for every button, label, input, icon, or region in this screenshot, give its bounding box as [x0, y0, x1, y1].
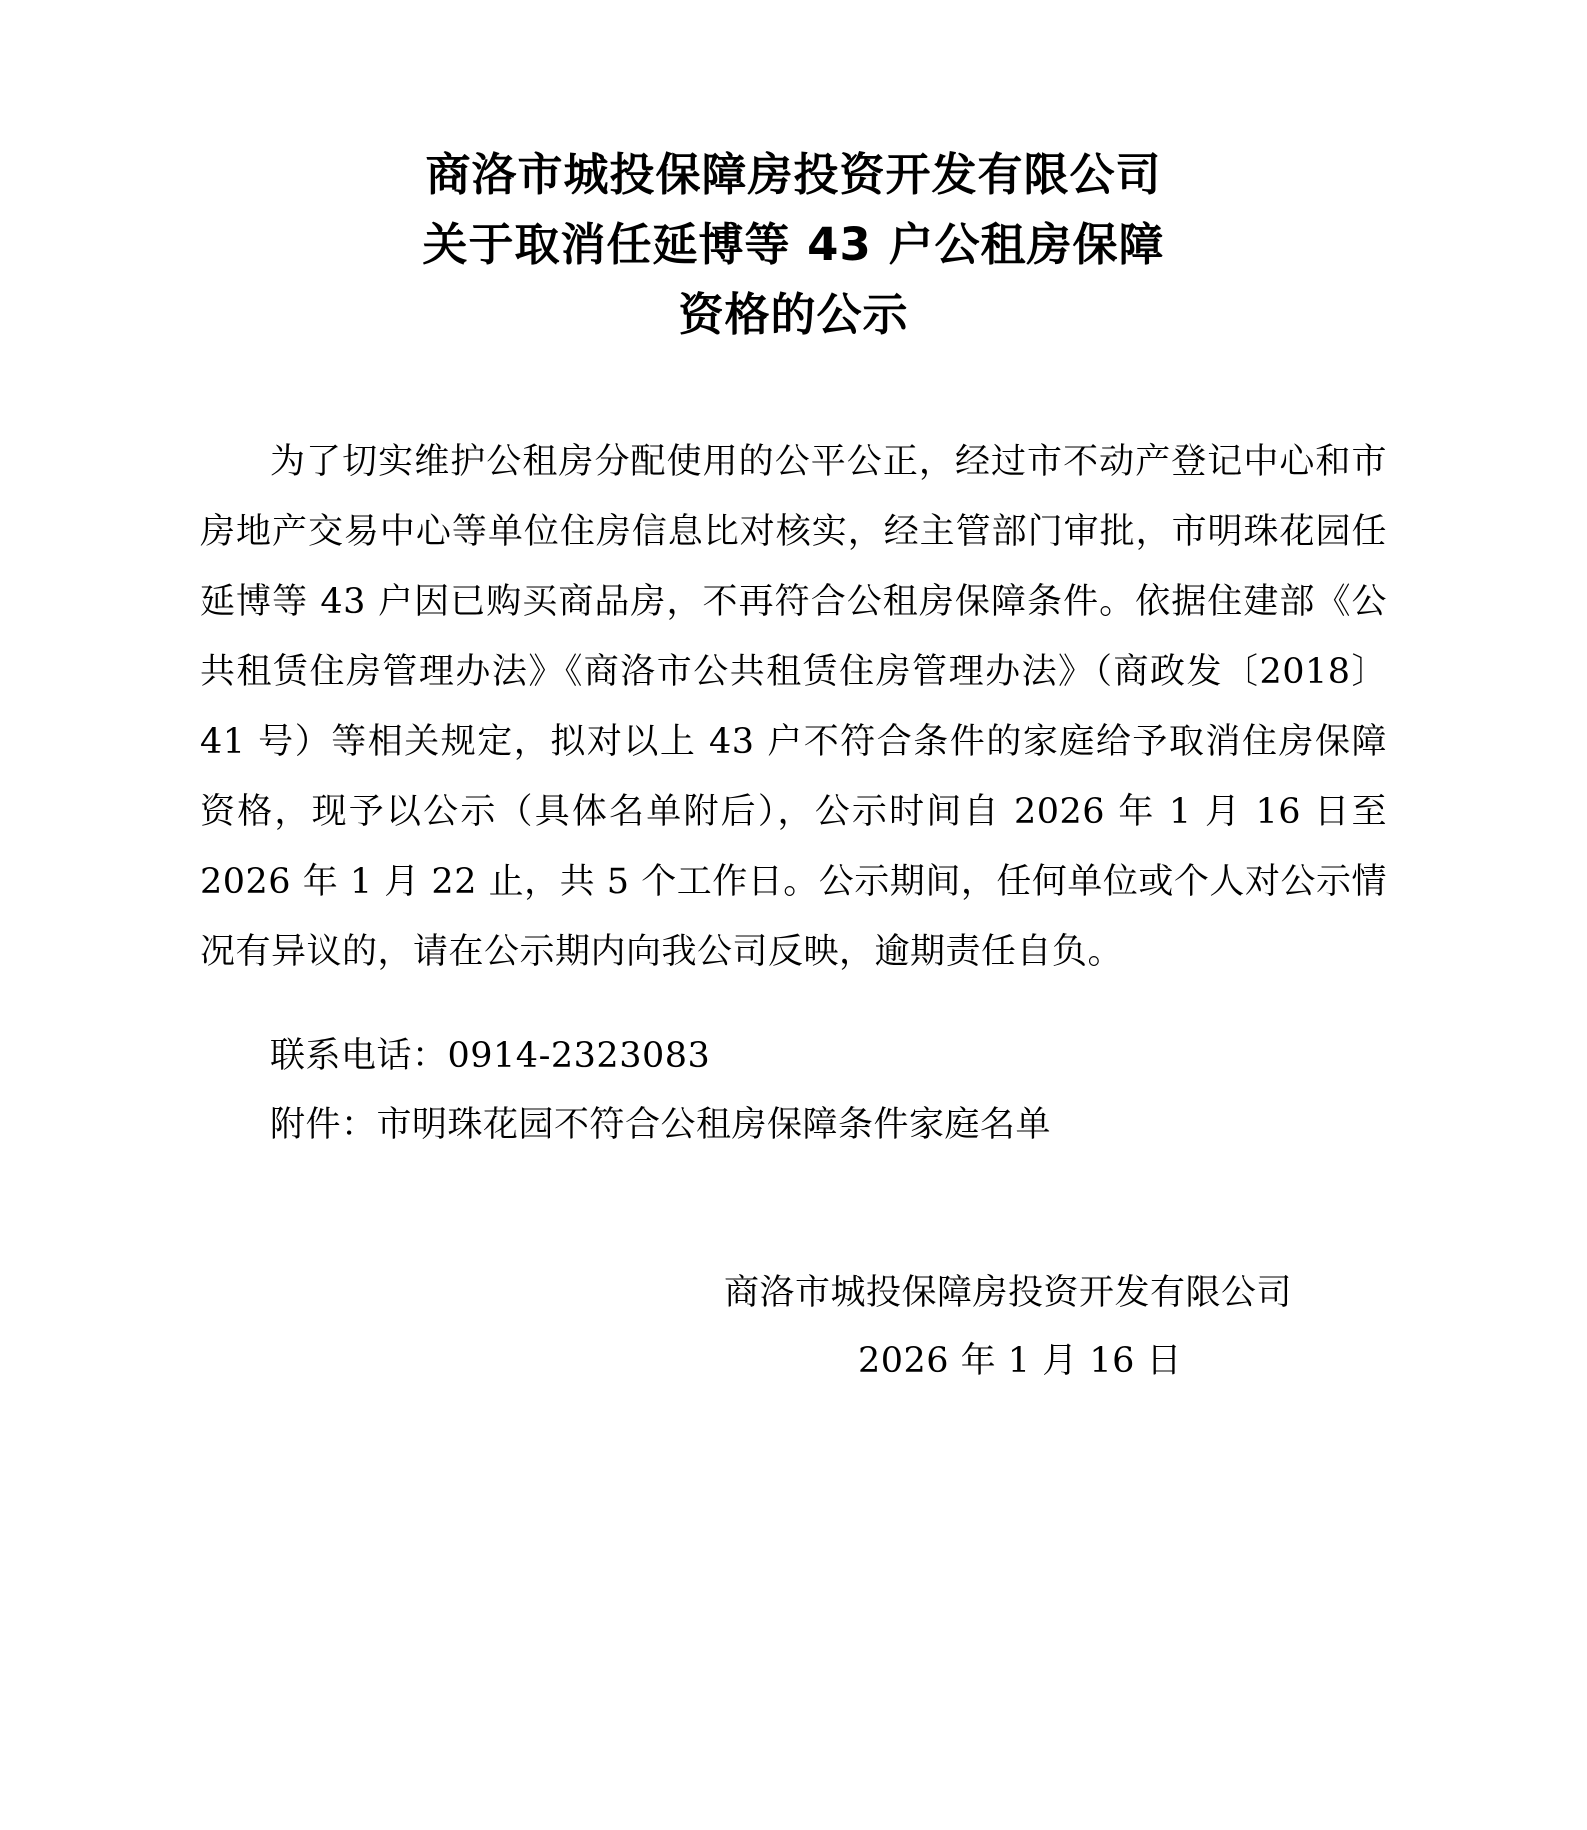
attachment-line: 附件：市明珠花园不符合公租房保障条件家庭名单 [270, 1104, 1052, 1145]
title-line-2: 关于取消任延博等 43 户公租房保障 [422, 217, 1165, 271]
title-line-1: 商洛市城投保障房投资开发有限公司 [425, 148, 1162, 201]
body-paragraph: 为了切实维护公租房分配使用的公平公正，经过市不动产登记中心和市房地产交易中心等单位住房信息比对核实，经主管部门审批，市明珠花园任延博等 43 户因已购买商品房，不再符合公租房保障条件。依据住建部《公共租赁住房管理办法》《商洛市公共租赁住房管理办法》（商政发〔2018〕41 号）等相关规定，拟对以上 43 户不符合条件的家庭给予取消住房保障资格，现予以公示（具体名单附后），公示时间自 2026 年 1 月 16 日至 2026 年 1 月 22 止，共 5 个工作日。公示期间，任何单位或个人对公示情况有异议的，请在公示期内向我公司反映，逾期责任自负。 [200, 442, 1387, 973]
contact-phone-line: 联系电话：0914-2323083 [270, 1036, 711, 1077]
signature-block [200, 1259, 1387, 1396]
signature-organization: 商洛市城投保障房投资开发有限公司 [723, 1272, 1292, 1313]
document-body [200, 427, 1387, 1159]
title-line-3: 资格的公示 [678, 287, 909, 341]
signature-date: 2026 年 1 月 16 日 [857, 1341, 1182, 1381]
document-title [200, 140, 1387, 349]
